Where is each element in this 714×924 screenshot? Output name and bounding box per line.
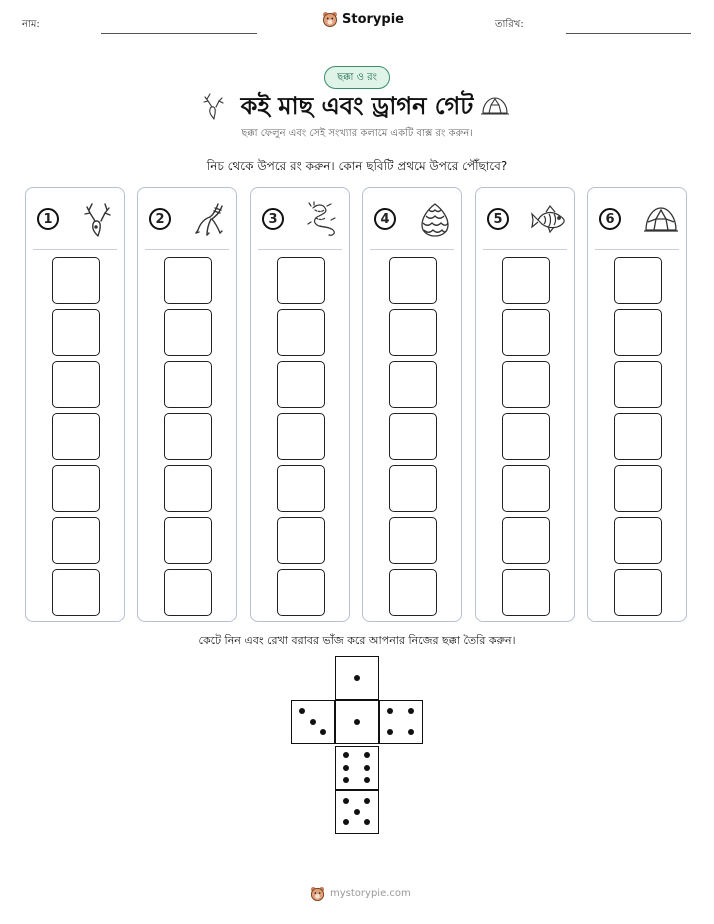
deer-antler-icon: [80, 200, 118, 240]
dice-pip: [387, 729, 393, 735]
dice-pip: [354, 809, 360, 815]
color-box[interactable]: [52, 361, 100, 408]
color-box[interactable]: [164, 309, 212, 356]
dice-face-4: [379, 700, 423, 744]
dice-pip: [343, 798, 349, 804]
instruction: নিচ থেকে উপরে রং করুন। কোন ছবিটি প্রথমে উপরে পৌঁছাবে?: [206, 159, 508, 173]
color-box[interactable]: [277, 465, 325, 512]
dice-pip: [343, 752, 349, 758]
color-box[interactable]: [389, 413, 437, 460]
turtle-shell-icon: [642, 200, 680, 240]
bear-logo-icon: [322, 11, 338, 27]
color-box[interactable]: [52, 413, 100, 460]
color-box[interactable]: [52, 517, 100, 564]
column-4: [362, 187, 462, 622]
dice-pip: [320, 729, 326, 735]
dice-pip: [387, 708, 393, 714]
koi-fish-icon: [530, 200, 568, 240]
color-box[interactable]: [389, 569, 437, 616]
dice-pip: [343, 777, 349, 783]
dice-pip: [299, 708, 305, 714]
color-box[interactable]: [502, 569, 550, 616]
column-divider: [145, 249, 229, 250]
date-field[interactable]: [566, 33, 691, 34]
brand-name: Storypie: [342, 11, 404, 27]
color-box[interactable]: [164, 465, 212, 512]
color-box[interactable]: [614, 361, 662, 408]
color-box[interactable]: [277, 569, 325, 616]
color-box[interactable]: [277, 309, 325, 356]
footer: [310, 886, 411, 901]
dice-pip: [408, 708, 414, 714]
dice-pip: [354, 675, 360, 681]
dice-face-3: [291, 700, 335, 744]
column-2: [137, 187, 237, 622]
color-box[interactable]: [277, 413, 325, 460]
dice-pip: [364, 819, 370, 825]
color-box[interactable]: [389, 361, 437, 408]
footer-url[interactable]: mystorypie.com: [330, 888, 411, 899]
column-5: [475, 187, 575, 622]
color-box[interactable]: [52, 257, 100, 304]
color-box[interactable]: [389, 309, 437, 356]
column-divider: [33, 249, 117, 250]
color-box[interactable]: [389, 257, 437, 304]
column-number: 2: [149, 208, 171, 230]
dice-pip: [364, 752, 370, 758]
name-field[interactable]: [101, 33, 257, 34]
color-box[interactable]: [502, 361, 550, 408]
column-number: 5: [487, 208, 509, 230]
brand-logo: [322, 11, 404, 27]
dice-face-1: [335, 700, 379, 744]
color-box[interactable]: [502, 465, 550, 512]
color-box[interactable]: [164, 569, 212, 616]
name-label: নাম:: [22, 19, 40, 30]
turtle-shell-decoration-icon: [480, 95, 510, 117]
dragon-claw-icon: [192, 200, 230, 240]
color-box[interactable]: [614, 465, 662, 512]
column-number: 1: [37, 208, 59, 230]
color-box[interactable]: [389, 517, 437, 564]
color-box[interactable]: [277, 257, 325, 304]
cut-instruction: কেটে নিন এবং রেখা বরাবর ভাঁজ করে আপনার নিজের ছক্কা তৈরি করুন।: [198, 634, 516, 647]
color-box[interactable]: [164, 517, 212, 564]
color-box[interactable]: [164, 257, 212, 304]
activity-badge: ছক্কা ও রং: [324, 66, 390, 89]
color-box[interactable]: [614, 569, 662, 616]
dragon-icon: [305, 200, 343, 240]
color-box[interactable]: [614, 309, 662, 356]
subtitle: ছক্কা ফেলুন এবং সেই সংখ্যার কলামে একটি বাক্স রং করুন।: [241, 128, 473, 139]
color-box[interactable]: [614, 517, 662, 564]
color-box[interactable]: [52, 465, 100, 512]
dice-pip: [343, 765, 349, 771]
color-box[interactable]: [277, 517, 325, 564]
dice-pip: [408, 729, 414, 735]
color-box[interactable]: [164, 361, 212, 408]
color-box[interactable]: [389, 465, 437, 512]
dice-face-6: [335, 746, 379, 790]
column-1: [25, 187, 125, 622]
column-divider: [258, 249, 342, 250]
page-title: কই মাছ এবং ড্রাগন গেট: [240, 92, 474, 120]
color-box[interactable]: [52, 569, 100, 616]
column-6: [587, 187, 687, 622]
color-box[interactable]: [614, 257, 662, 304]
dice-face-5: [335, 790, 379, 834]
color-box[interactable]: [502, 257, 550, 304]
bear-logo-icon: [310, 886, 325, 901]
column-number: 3: [262, 208, 284, 230]
column-3: [250, 187, 350, 622]
dice-pip: [343, 819, 349, 825]
dice-pip: [354, 719, 360, 725]
dice-pip: [364, 765, 370, 771]
color-box[interactable]: [277, 361, 325, 408]
date-label: তারিখ:: [495, 19, 524, 30]
column-number: 6: [599, 208, 621, 230]
dice-pip: [310, 719, 316, 725]
color-box[interactable]: [502, 517, 550, 564]
color-box[interactable]: [502, 413, 550, 460]
color-box[interactable]: [614, 413, 662, 460]
color-box[interactable]: [52, 309, 100, 356]
color-box[interactable]: [164, 413, 212, 460]
dice-pip: [364, 777, 370, 783]
column-divider: [595, 249, 679, 250]
column-number: 4: [374, 208, 396, 230]
dice-face-1: [335, 656, 379, 700]
color-box[interactable]: [502, 309, 550, 356]
column-divider: [483, 249, 567, 250]
dice-pip: [364, 798, 370, 804]
column-divider: [370, 249, 454, 250]
scale-egg-icon: [417, 200, 455, 240]
